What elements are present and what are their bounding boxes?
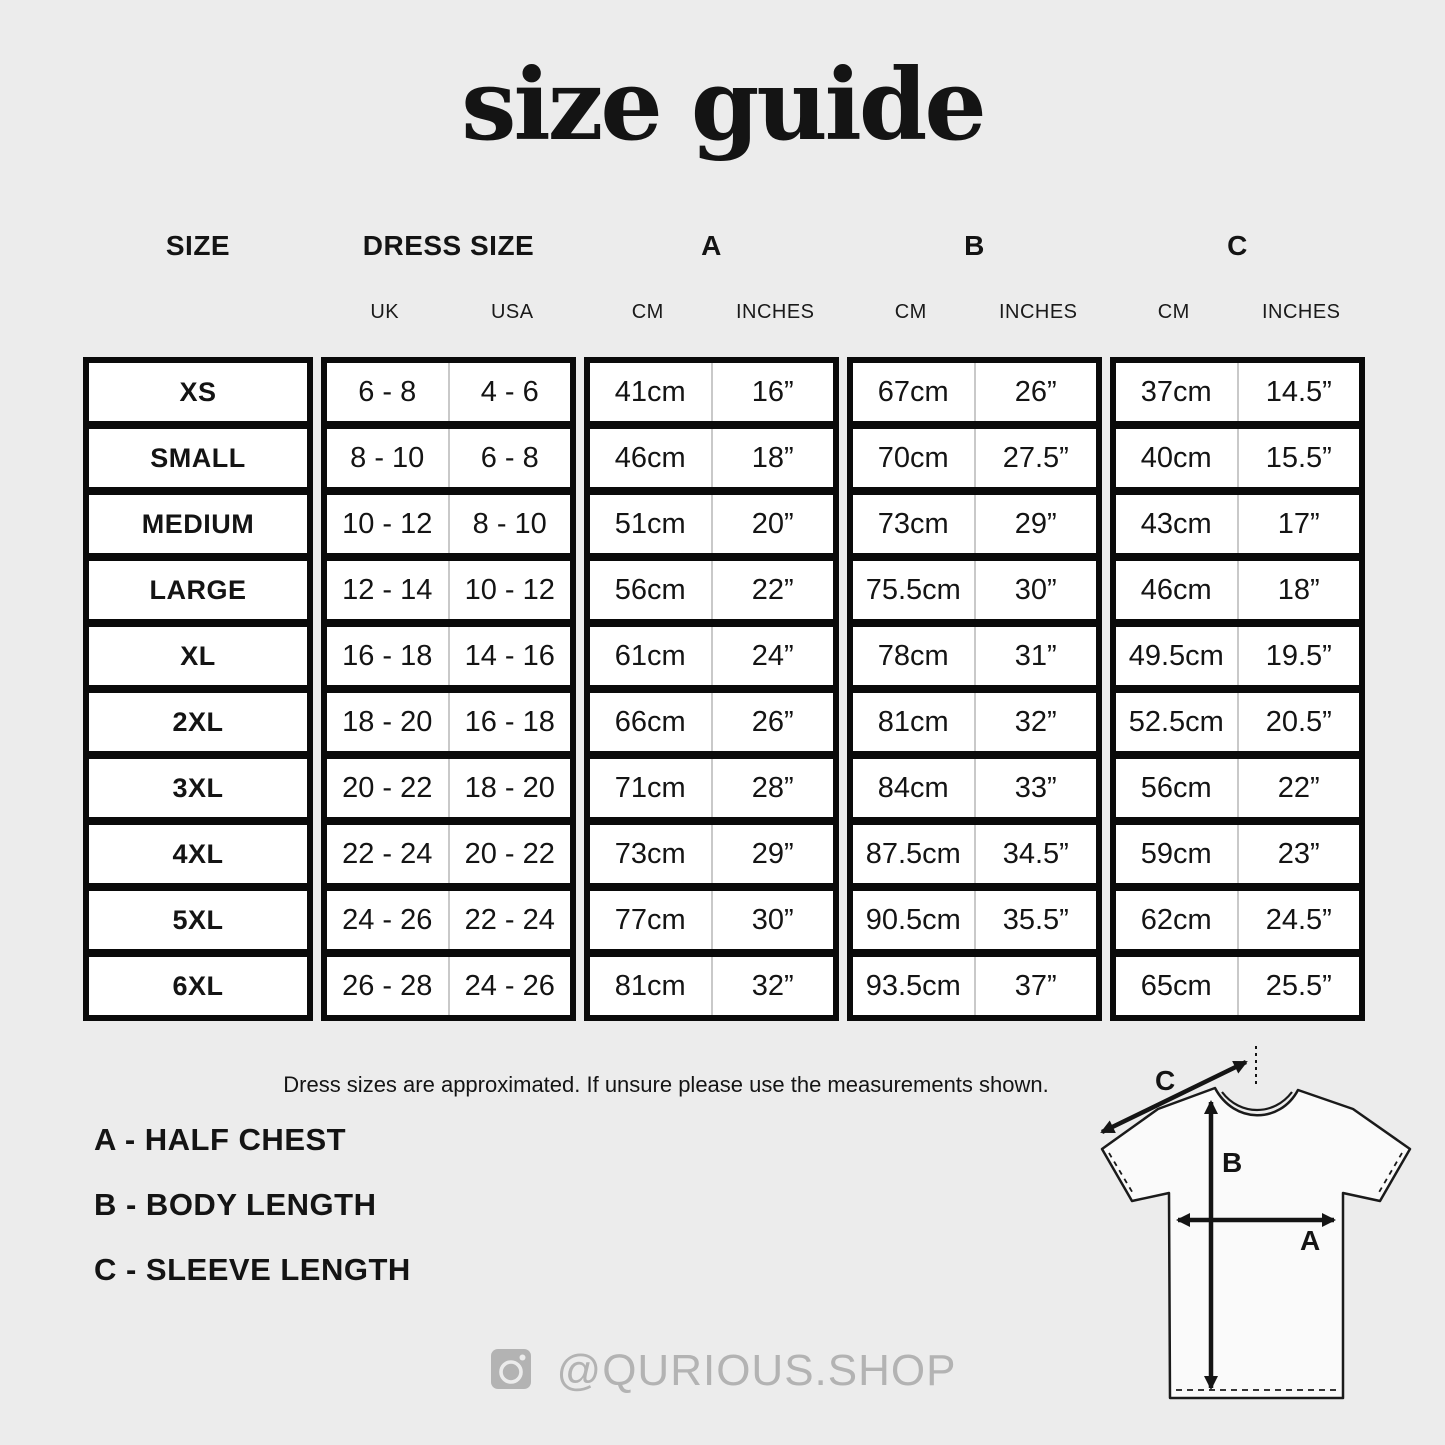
body-length-cell-left: 84cm (877, 771, 949, 804)
subheader-a-cm: CM (631, 301, 664, 323)
dress-size-cell-left: 22 - 24 (342, 837, 433, 870)
size-cell: 2XL (89, 693, 307, 751)
body-length-cell-right: 35.5” (974, 891, 1097, 949)
subheader-usa: USA (490, 301, 534, 323)
dress-size-cell (327, 561, 570, 619)
page-title: size guide (461, 48, 984, 163)
dress-size-cell-right: 6 - 8 (448, 429, 571, 487)
sleeve-length-cell (1116, 825, 1359, 883)
half-chest-cell (590, 561, 833, 619)
sleeve-length-cell (1116, 561, 1359, 619)
diagram-label-a: A (1300, 1225, 1321, 1256)
dress-size-cell-left: 6 - 8 (358, 375, 417, 408)
tshirt-outline (1102, 1088, 1410, 1398)
size-cell: SMALL (89, 429, 307, 487)
dress-size-cell-right: 18 - 20 (448, 759, 571, 817)
dress-size-cell-right: 10 - 12 (448, 561, 571, 619)
dress-size-cell-left: 20 - 22 (342, 771, 433, 804)
dress-size-cell (327, 495, 570, 553)
sleeve-length-cell (1116, 693, 1359, 751)
dress-size-cell-left: 26 - 28 (342, 969, 433, 1002)
dress-size-cell-left: 16 - 18 (342, 639, 433, 672)
half-chest-cell (590, 429, 833, 487)
half-chest-cell (590, 495, 833, 553)
body-length-cell-left: 90.5cm (865, 903, 961, 936)
instagram-handle-text: @QURIOUS.SHOP (556, 1346, 957, 1395)
half-chest-cell (590, 693, 833, 751)
size-cell: 5XL (89, 891, 307, 949)
sleeve-length-cell-right: 17” (1237, 495, 1360, 553)
sleeve-length-cell-left: 43cm (1140, 507, 1212, 540)
half-chest-cell-left: 56cm (614, 573, 686, 606)
body-length-cell-right: 31” (974, 627, 1097, 685)
half-chest-cell-left: 61cm (614, 639, 686, 672)
sleeve-length-cell-left: 40cm (1140, 441, 1212, 474)
body-length-cell (853, 627, 1096, 685)
half-chest-cell (590, 957, 833, 1015)
size-cell: 6XL (89, 957, 307, 1015)
body-length-column (847, 357, 1102, 1021)
body-length-cell-right: 33” (974, 759, 1097, 817)
half-chest-cell-left: 51cm (614, 507, 686, 540)
body-length-cell (853, 495, 1096, 553)
measurement-legend (94, 1124, 411, 1319)
col-header-a: A (701, 230, 722, 261)
body-length-cell-left: 93.5cm (865, 969, 961, 1002)
sleeve-length-cell-left: 65cm (1140, 969, 1212, 1002)
sleeve-length-cell-right: 24.5” (1237, 891, 1360, 949)
half-chest-cell-left: 46cm (614, 441, 686, 474)
sleeve-length-cell (1116, 759, 1359, 817)
subheader-b (847, 301, 1102, 324)
dress-size-cell (327, 429, 570, 487)
body-length-cell-right: 26” (974, 363, 1097, 421)
sleeve-length-cell-left: 49.5cm (1128, 639, 1224, 672)
col-header-c: C (1227, 230, 1248, 261)
diagram-label-b: B (1222, 1147, 1243, 1178)
instagram-icon (489, 1347, 533, 1396)
size-cell: MEDIUM (89, 495, 307, 553)
body-length-cell-left: 75.5cm (865, 573, 961, 606)
body-length-cell-right: 34.5” (974, 825, 1097, 883)
sleeve-length-cell (1116, 429, 1359, 487)
dress-size-cell-left: 12 - 14 (342, 573, 433, 606)
dress-size-cell-right: 20 - 22 (448, 825, 571, 883)
half-chest-column (584, 357, 839, 1021)
half-chest-cell-right: 29” (711, 825, 834, 883)
body-length-cell-left: 70cm (877, 441, 949, 474)
subheader-b-cm: CM (894, 301, 927, 323)
half-chest-cell-right: 32” (711, 957, 834, 1015)
subheader-a (584, 301, 839, 324)
size-cell: 3XL (89, 759, 307, 817)
subheader-b-inches: INCHES (998, 301, 1078, 323)
body-length-cell (853, 429, 1096, 487)
col-header-size: SIZE (165, 230, 231, 261)
dress-size-cell-left: 10 - 12 (342, 507, 433, 540)
body-length-cell (853, 693, 1096, 751)
sleeve-length-cell-right: 25.5” (1237, 957, 1360, 1015)
body-length-cell (853, 957, 1096, 1015)
dress-size-cell (327, 891, 570, 949)
half-chest-cell-left: 66cm (614, 705, 686, 738)
sleeve-length-cell-right: 18” (1237, 561, 1360, 619)
body-length-cell-left: 87.5cm (865, 837, 961, 870)
half-chest-cell-right: 20” (711, 495, 834, 553)
sleeve-length-cell-right: 20.5” (1237, 693, 1360, 751)
dress-size-cell-right: 8 - 10 (448, 495, 571, 553)
sleeve-length-cell-right: 23” (1237, 825, 1360, 883)
subheader-c-cm: CM (1157, 301, 1190, 323)
tshirt-diagram (1050, 1030, 1445, 1445)
dress-size-cell-left: 24 - 26 (342, 903, 433, 936)
size-cell: XS (89, 363, 307, 421)
half-chest-cell-right: 18” (711, 429, 834, 487)
size-cell: 4XL (89, 825, 307, 883)
body-length-cell-right: 29” (974, 495, 1097, 553)
dress-size-cell (327, 825, 570, 883)
half-chest-cell (590, 363, 833, 421)
dress-size-cell-left: 8 - 10 (350, 441, 425, 474)
size-table (83, 357, 1365, 1021)
size-cell: XL (89, 627, 307, 685)
body-length-cell-right: 30” (974, 561, 1097, 619)
size-cell: LARGE (89, 561, 307, 619)
subheader-a-inches: INCHES (735, 301, 815, 323)
half-chest-cell-left: 71cm (614, 771, 686, 804)
dress-size-cell (327, 363, 570, 421)
half-chest-cell-left: 73cm (614, 837, 686, 870)
sleeve-length-cell-right: 22” (1237, 759, 1360, 817)
subheader-dress-size (321, 301, 576, 324)
dress-size-cell-right: 24 - 26 (448, 957, 571, 1015)
subheader-uk: UK (370, 301, 400, 323)
size-column (83, 357, 313, 1021)
sleeve-length-cell-right: 19.5” (1237, 627, 1360, 685)
half-chest-cell (590, 627, 833, 685)
col-header-dress-size: DRESS SIZE (362, 230, 535, 261)
sleeve-length-cell-left: 62cm (1140, 903, 1212, 936)
sleeve-length-cell-right: 15.5” (1237, 429, 1360, 487)
half-chest-cell (590, 759, 833, 817)
dress-size-cell-right: 22 - 24 (448, 891, 571, 949)
half-chest-cell-right: 26” (711, 693, 834, 751)
sleeve-length-cell (1116, 495, 1359, 553)
sleeve-length-cell-left: 52.5cm (1128, 705, 1224, 738)
body-length-cell (853, 759, 1096, 817)
dress-size-cell-right: 4 - 6 (448, 363, 571, 421)
dress-size-cell (327, 627, 570, 685)
sleeve-length-column (1110, 357, 1365, 1021)
half-chest-cell-right: 16” (711, 363, 834, 421)
sleeve-length-cell (1116, 891, 1359, 949)
half-chest-cell-left: 41cm (614, 375, 686, 408)
sleeve-length-cell-left: 59cm (1140, 837, 1212, 870)
half-chest-cell-right: 22” (711, 561, 834, 619)
table-sub-headers (83, 301, 1365, 324)
legend-half-chest: A - HALF CHEST (94, 1122, 347, 1157)
body-length-cell-right: 27.5” (974, 429, 1097, 487)
half-chest-cell-left: 81cm (614, 969, 686, 1002)
table-group-headers (83, 230, 1365, 262)
half-chest-cell-right: 24” (711, 627, 834, 685)
body-length-cell-left: 73cm (877, 507, 949, 540)
dress-size-column (321, 357, 576, 1021)
legend-sleeve-length: C - SLEEVE LENGTH (94, 1252, 411, 1287)
half-chest-cell-right: 28” (711, 759, 834, 817)
sleeve-length-cell-left: 46cm (1140, 573, 1212, 606)
sleeve-length-cell-left: 56cm (1140, 771, 1212, 804)
body-length-cell-left: 67cm (877, 375, 949, 408)
half-chest-cell-left: 77cm (614, 903, 686, 936)
subheader-c (1110, 301, 1365, 324)
approximation-note: Dress sizes are approximated. If unsure please use the measurements shown. (283, 1072, 1049, 1097)
sleeve-length-cell (1116, 957, 1359, 1015)
dress-size-cell (327, 759, 570, 817)
body-length-cell-left: 78cm (877, 639, 949, 672)
sleeve-length-cell (1116, 627, 1359, 685)
half-chest-cell (590, 891, 833, 949)
body-length-cell-right: 37” (974, 957, 1097, 1015)
dress-size-cell-right: 16 - 18 (448, 693, 571, 751)
diagram-label-c: C (1155, 1065, 1176, 1096)
body-length-cell-right: 32” (974, 693, 1097, 751)
body-length-cell-left: 81cm (877, 705, 949, 738)
body-length-cell (853, 561, 1096, 619)
dress-size-cell-left: 18 - 20 (342, 705, 433, 738)
body-length-cell (853, 363, 1096, 421)
sleeve-length-cell (1116, 363, 1359, 421)
dress-size-cell (327, 693, 570, 751)
sleeve-length-cell-right: 14.5” (1237, 363, 1360, 421)
legend-body-length: B - BODY LENGTH (94, 1187, 377, 1222)
col-header-b: B (964, 230, 985, 261)
half-chest-cell-right: 30” (711, 891, 834, 949)
subheader-c-inches: INCHES (1261, 301, 1341, 323)
dress-size-cell-right: 14 - 16 (448, 627, 571, 685)
body-length-cell (853, 891, 1096, 949)
sleeve-length-cell-left: 37cm (1140, 375, 1212, 408)
half-chest-cell (590, 825, 833, 883)
body-length-cell (853, 825, 1096, 883)
dress-size-cell (327, 957, 570, 1015)
subheader-spacer (83, 301, 313, 324)
